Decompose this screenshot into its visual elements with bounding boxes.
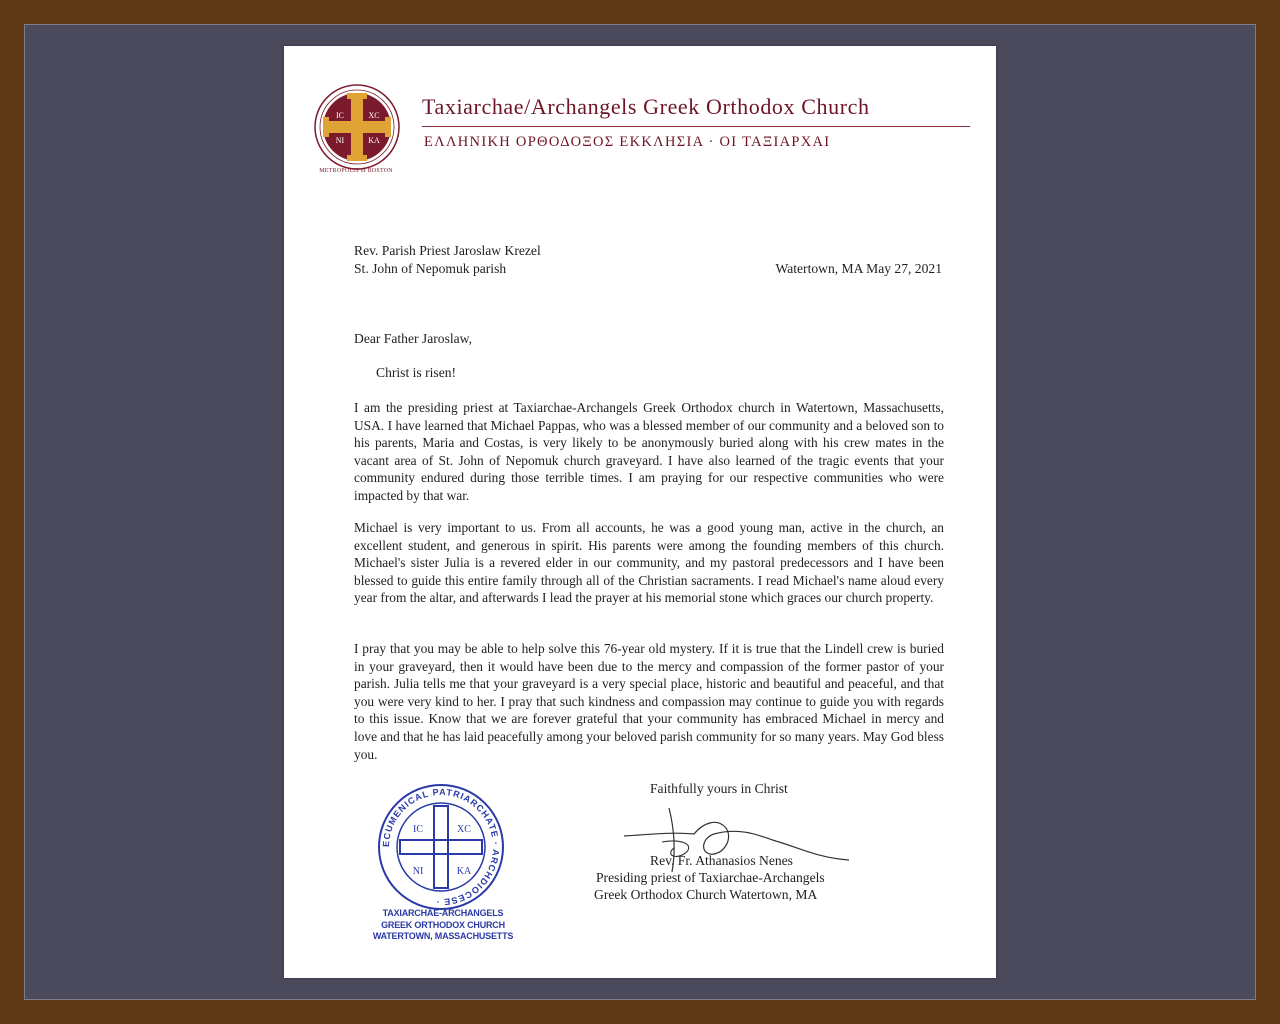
stamp-letter: KA	[456, 866, 472, 877]
stamp-letter: IC	[413, 824, 423, 835]
paragraph: Michael is very important to us. From all accounts, he was a good young man, active in the church, an excellent student, and generous in spirit. His parents were among the founding members of this church. Michael's sister Julia is a revered elder in our community, and my pastoral predecessors and I have been blessed to guide this entire family through all of the Christian sacraments. I read Michael's name aloud every year from the altar, and afterwards I lead the prayer at his memorial stone which graces our church property.	[354, 520, 944, 606]
signer-name: Rev. Fr. Athanasios Nenes	[650, 853, 793, 868]
church-name-greek: ΕΛΛΗΝΙΚΗ ΟΡΘΟΔΟΞΟΣ ΕΚΚΛΗΣΙΑ · ΟΙ ΤΑΞΙΑΡΧΑΙ	[424, 134, 831, 150]
paragraph: I am the presiding priest at Taxiarchae-Archangels Greek Orthodox church in Watertown, Massachusetts, USA. I have learned that Michael Pappas, who was a blessed member of our community and a beloved son to his parents, Maria and Costas, is very likely to be anonymously buried along with his crew mates in the vacant area of St. John of Nepomuk church graveyard. I have also learned of the tragic events that your community endured during those terrible times. I am praying for our respective communities who were impacted by that war.	[354, 400, 944, 503]
letter-page	[284, 46, 996, 978]
svg-text:ECUMENICAL PATRIARCHATE · ARCH	[381, 787, 501, 907]
church-name: Taxiarchae/Archangels Greek Orthodox Church	[422, 94, 870, 119]
stamp-ring-text: ECUMENICAL PATRIARCHATE · ARCHDIOCESE ·	[380, 786, 502, 908]
stamp-letter: NI	[412, 866, 424, 877]
greeting: Christ is risen!	[376, 365, 457, 380]
seal-letter: XC	[368, 111, 380, 120]
signer-church: Greek Orthodox Church Watertown, MA	[594, 887, 818, 902]
seal-letter: NI	[335, 136, 345, 145]
metropolis-caption: METROPOLIS of BOSTON	[319, 168, 393, 174]
church-stamp	[376, 782, 506, 912]
stamp-label	[368, 908, 518, 943]
stamp-letter: XC	[457, 824, 471, 835]
place-date: Watertown, MA May 27, 2021	[775, 261, 942, 276]
seal-letter: KA	[368, 136, 380, 145]
recipient-name: Rev. Parish Priest Jaroslaw Krezel	[354, 243, 541, 258]
letterhead-rule	[422, 126, 970, 127]
signer-title: Presiding priest of Taxiarchae-Archangels	[596, 870, 825, 885]
stamp-label-line: TAXIARCHAE-ARCHANGELS	[382, 908, 504, 918]
stamp-label-line: WATERTOWN, MASSACHUSETTS	[372, 931, 514, 941]
paragraph: I pray that you may be able to help solve this 76-year old mystery. If it is true that the Lindell crew is buried in your graveyard, then it would have been due to the mercy and compassion of the former pastor of your parish. Julia tells me that your graveyard is a very special place, historic and beautiful and peaceful, and that you were very kind to her. I pray that such kindness and compassion may continue to guide you with regards to this issue. Know that we are forever grateful that your community has embraced Michael in mercy and love and that he has laid peacefully among your beloved parish community for so many years. May God bless you.	[354, 641, 944, 762]
closing: Faithfully yours in Christ	[650, 781, 788, 796]
seal-letter: IC	[336, 111, 344, 120]
church-seal-logo	[312, 82, 402, 210]
salutation: Dear Father Jaroslaw,	[354, 331, 473, 346]
stamp-label-line: GREEK ORTHODOX CHURCH	[381, 919, 505, 930]
recipient-parish: St. John of Nepomuk parish	[354, 261, 507, 276]
